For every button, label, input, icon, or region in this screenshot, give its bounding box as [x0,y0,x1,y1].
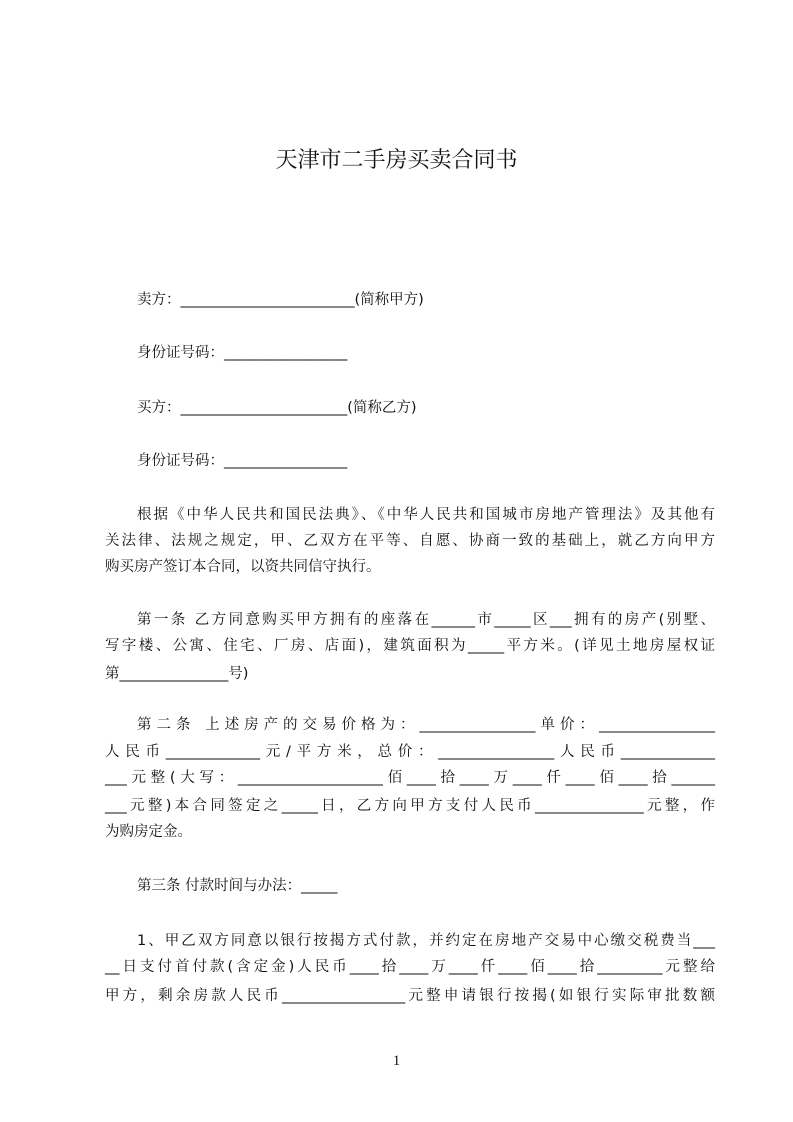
article1-line: 第一条 乙方同意购买甲方拥有的座落在______市_____区___拥有的房产(别墅、 [137,612,715,628]
item1-line: __日支付首付款(含定金)人民币____拾____万____仟____佰____拾_________元整给 [105,959,715,975]
preamble-line: 关法律、法规之规定，甲、乙双方在平等、自愿、协商一致的基础上，就乙方向甲方 [105,533,715,549]
preamble-line: 根据《中华人民共和国民法典》、《中华人民共和国城市房地产管理法》及其他有 [137,507,715,523]
article2-line: 第二条 上述房产的交易价格为：________________单价：________________ [137,717,715,733]
item1-line: 1、甲乙双方同意以银行按揭方式付款，并约定在房地产交易中心缴交税费当___ [137,933,715,949]
article2-line: ___元整)本合同签定之_____日，乙方向甲方支付人民币_______________元整，作 [105,798,715,814]
buyer-line: 买方：_______________________(简称乙方) [137,400,417,416]
preamble-line: 购买房产签订本合同，以资共同信守执行。 [105,559,381,575]
document-title: 天津市二手房买卖合同书 [275,148,518,173]
buyer-id-line: 身份证号码：_________________ [137,453,348,469]
article3-heading: 第三条 付款时间与办法：_____ [137,878,338,894]
item1-line: 甲方，剩余房款人民币_________________元整申请银行按揭(如银行实际审批数额 [105,988,715,1004]
article2-line: 为购房定金。 [105,824,192,840]
article1-line: 第_______________号) [105,666,249,682]
article2-line: 人民币_____________元/平方米，总价：________________人民币_____________ [105,744,715,760]
seller-id-line: 身份证号码：_________________ [137,345,348,361]
article1-line: 写字楼、公寓、住宅、厂房、店面)，建筑面积为_____平方米。(详见土地房屋权证 [105,638,715,654]
page-number: 1 [392,1053,401,1069]
article2-line: ___元整(大写：____________________佰____拾____万____仟____佰____拾______ [105,770,715,786]
seller-line: 卖方：________________________(简称甲方) [137,292,424,308]
